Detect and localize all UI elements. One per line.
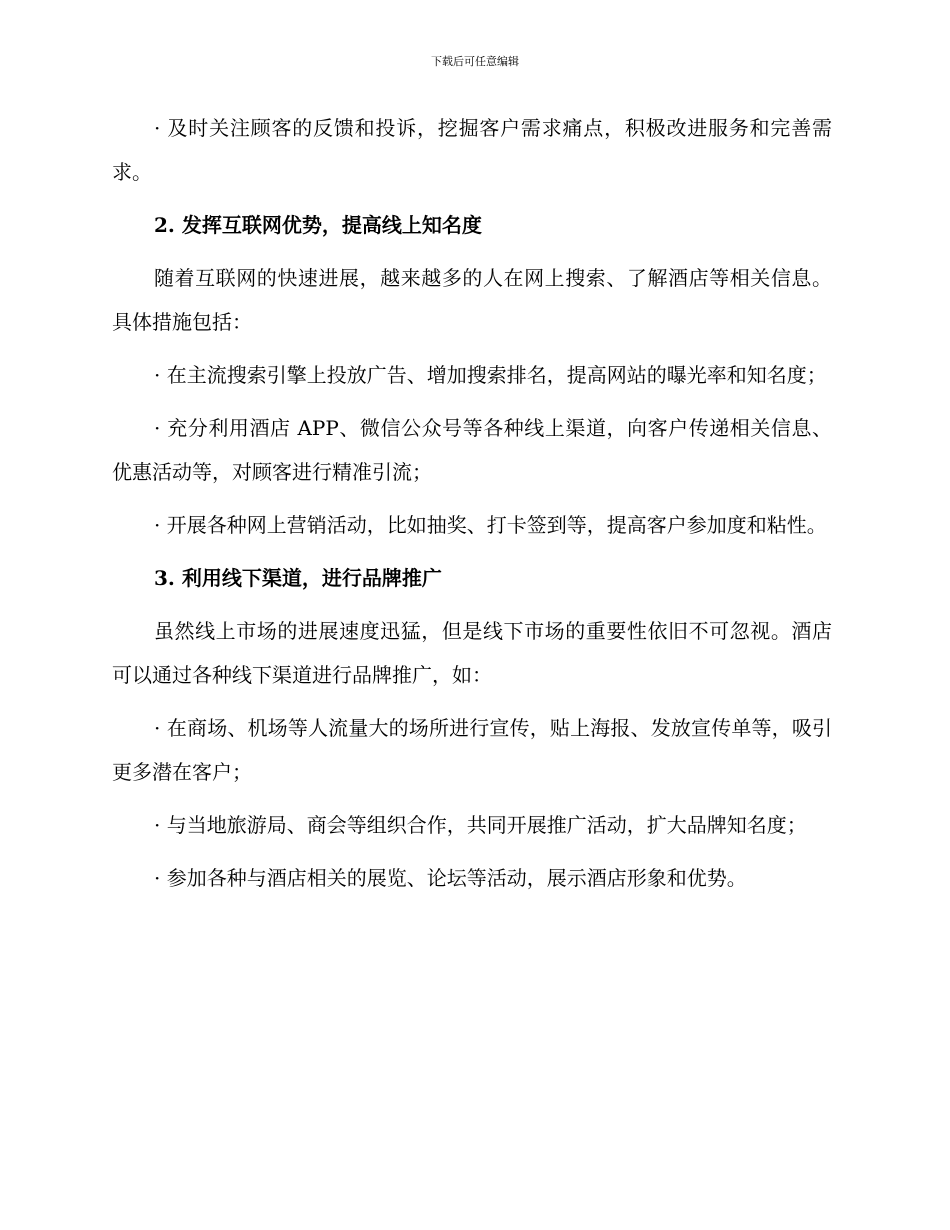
bullet-item: · 在商场、机场等人流量大的场所进行宣传，贴上海报、发放宣传单等，吸引更多潜在客户； bbox=[112, 716, 832, 784]
body-paragraph: 虽然线上市场的进展速度迅猛，但是线下市场的重要性依旧不可忽视。酒店可以通过各种线下渠道进行品牌推广，如： bbox=[112, 619, 832, 687]
bullet-item: · 参加各种与酒店相关的展览、论坛等活动，展示酒店形象和优势。 bbox=[154, 866, 747, 890]
page-header: 下载后可任意编辑 bbox=[431, 55, 519, 68]
bullet-item: · 开展各种网上营销活动，比如抽奖、打卡签到等，提高客户参加度和粘性。 bbox=[154, 513, 827, 537]
bullet-item: · 与当地旅游局、商会等组织合作，共同开展推广活动，扩大品牌知名度； bbox=[154, 813, 807, 837]
body-paragraph: 随着互联网的快速进展，越来越多的人在网上搜索、了解酒店等相关信息。具体措施包括： bbox=[112, 266, 832, 334]
document-body bbox=[112, 106, 832, 909]
section-heading: 3. 利用线下渠道，进行品牌推广 bbox=[154, 566, 442, 590]
bullet-item: · 在主流搜索引擎上投放广告、增加搜索排名，提高网站的曝光率和知名度； bbox=[154, 363, 827, 387]
bullet-item: · 及时关注顾客的反馈和投诉，挖掘客户需求痛点，积极改进服务和完善需求。 bbox=[112, 116, 832, 184]
bullet-item: · 充分利用酒店 APP、微信公众号等各种线上渠道，向客户传递相关信息、优惠活动等，对顾客进行精准引流； bbox=[112, 416, 832, 484]
section-heading: 2. 发挥互联网优势，提高线上知名度 bbox=[154, 213, 482, 237]
